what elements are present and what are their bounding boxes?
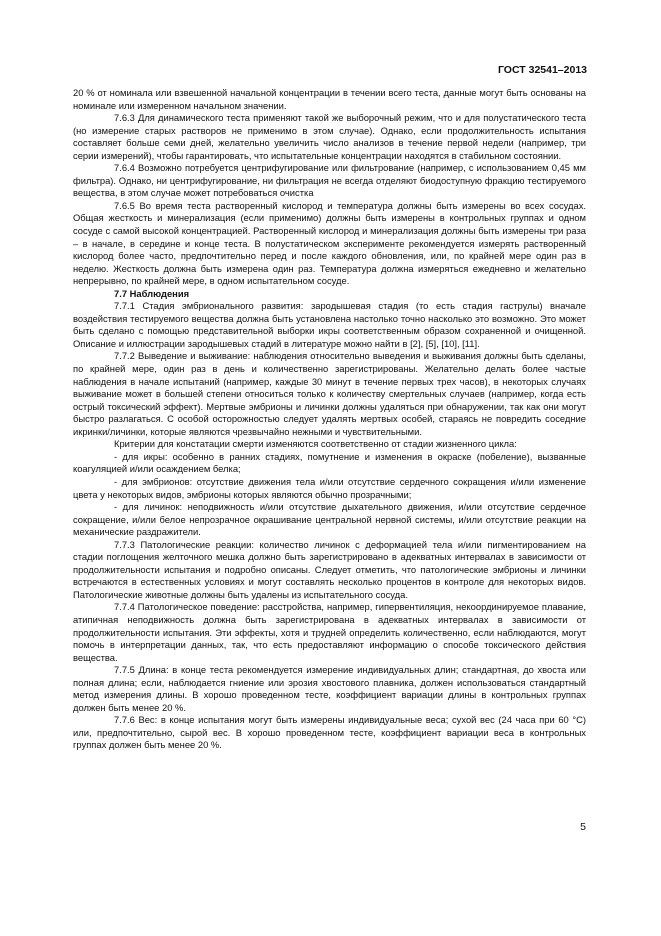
paragraph: 7.7.6 Вес: в конце испытания могут быть измерены индивидуальные веса; сухой вес (24 часа при 60 °С) или, предпочтительно, сырой вес. В хорошо проведенном тесте, коэффициент вариации веса в контрольных группах должен быть менее 20 %.	[73, 714, 586, 751]
paragraph: 7.7.1 Стадия эмбрионального развития: зародышевая стадия (то есть стадия гаструлы) вначале воздействия тестируемого вещества должна быть установлена настолько точно насколько это возможно. Это может быть сделано с помощью представительной выборки икры соответственным образом сохраненной и очищенной. Описание и иллюстрации зародышевых стадий в литературе можно найти в [2], [5], [10], [11].	[73, 300, 586, 349]
paragraph: 7.7.2 Выведение и выживание: наблюдения относительно выведения и выживания должны быть сделаны, по крайней мере, один раз в день и количественно зарегистрированы. Желательно делать более частые наблюдения в начале испытаний (например, каждые 30 минут в течение первых трех часов), в некоторых случаях выживание может в большей степени относиться только к количеству смертельных случаев (например, когда есть острый токсический эффект). Мертвые эмбрионы и личинки должны удаляться при обнаружении, так как они могут быстро разлагаться. С особой осторожностью следует удалять мертвых особей, стараясь не повредить соседние икринки/личинки, которые являются чрезвычайно нежными и чувствительными.	[73, 350, 586, 437]
document-body	[73, 87, 586, 752]
paragraph: 7.6.4 Возможно потребуется центрифугирование или фильтрование (например, с использованием 0,45 мм фильтра). Однако, ни центрифугирование, ни фильтрация не всегда отделяют биодоступную фракцию тестируемого вещества, в этом случае может потребоваться очистка	[73, 162, 586, 199]
paragraph: 20 % от номинала или взвешенной начальной концентрации в течении всего теста, данные могут быть основаны на номинале или измеренном начальном значении.	[73, 87, 586, 111]
paragraph: 7.6.3 Для динамического теста применяют такой же выборочный режим, что и для полустатического теста (но измерение старых растворов не применимо в этом случае). Однако, если продолжительность испытания составляет больше семи дней, желательно увеличить число анализов в течение первой недели (например, три серии измерений), чтобы гарантировать, что испытательные концентрации находятся в стабильном состоянии.	[73, 112, 586, 161]
page-number: 5	[580, 821, 586, 833]
paragraph: - для личинок: неподвижность и/или отсутствие дыхательного движения, и/или отсутствие сердечное сокращение, и/или белое непрозрачное окрашивание центральной нервной системы, и/или отсутствие реакции на механические раздражители.	[73, 501, 586, 538]
paragraph: 7.7.5 Длина: в конце теста рекомендуется измерение индивидуальных длин; стандартная, до хвоста или полная длина; если, наблюдается гниение или эрозия хвостового плавника, должен использоваться стандартный метод измерения длины. В хорошо проведенном тесте, коэффициент вариации длины в контрольных группах должен быть менее 20 %.	[73, 664, 586, 713]
paragraph: - для эмбрионов: отсутствие движения тела и/или отсутствие сердечного сокращения и/или изменение цвета у некоторых видов, эмбрионы которых являются обычно прозрачными;	[73, 475, 586, 500]
document-code: ГОСТ 32541–2013	[497, 64, 587, 76]
paragraph: - для икры: особенно в ранних стадиях, помутнение и изменения в окраске (побеление), вызванные коагуляцией и/или осаждением белка;	[73, 450, 586, 475]
paragraph: Критерии для констатации смерти изменяются соответственно от стадии жизненного цикла:	[114, 438, 517, 450]
paragraph: 7.6.5 Во время теста растворенный кислород и температура должны быть измерены во всех сосудах. Общая жесткость и минерализация (если применимо) должны быть измерены в контрольных группах и одном сосуде с самой высокой концентрацией. Растворенный кислород и минерализация должны быть измерены три раза – в начале, в середине и конце теста. В полустатическом эксперименте рекомендуется измерять растворенный кислород более часто, предпочтительно перед и после каждого обновления, или, по крайней мере один раз в неделю. Жесткость должна быть измерена один раз. Температура должна измеряться ежедневно и желательно непрерывно, по крайней мере, в одном испытательном сосуде.	[73, 199, 586, 287]
paragraph: 7.7.4 Патологическое поведение: расстройства, например, гипервентиляция, некоординируемое плавание, атипичная неподвижность должна быть зарегистрирована в адекватных интервалах в зависимости от продолжительности испытания. Эти эффекты, хотя и трудней определить количественно, если наблюдаются, могут помочь в интерпретации данных, так, что есть предоставляют информацию о способе токсического действия вещества.	[73, 601, 586, 663]
section-heading: 7.7 Наблюдения	[114, 287, 190, 299]
paragraph: 7.7.3 Патологические реакции: количество личинок с деформацией тела и/или пигментированием на стадии поглощения желточного мешка должно быть зарегистрировано в адекватных интервалах в зависимости от продолжительности испытания и подробно описаны. Следует отметить, что патологические эмбрионы и личинки встречаются в естественных условиях и могут составлять несколько процентов в контроле для некоторых видов. Патологические животные должны быть удалены из испытательного сосуда.	[73, 538, 586, 600]
